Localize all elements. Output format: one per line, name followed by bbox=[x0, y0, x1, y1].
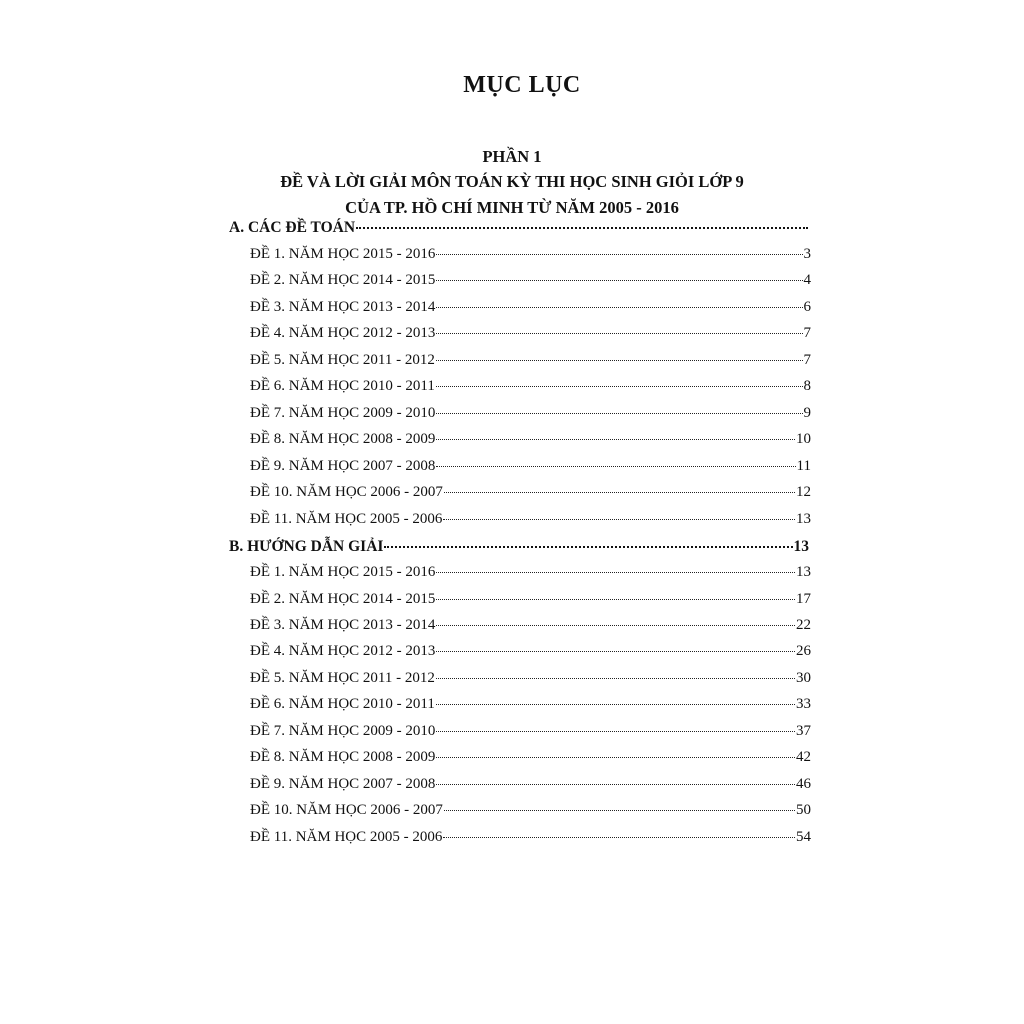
toc-entry-label: ĐỀ 2. NĂM HỌC 2014 - 2015 bbox=[250, 272, 436, 288]
toc-entry-label: ĐỀ 11. NĂM HỌC 2005 - 2006 bbox=[250, 511, 443, 527]
toc-entry-label: ĐỀ 8. NĂM HỌC 2008 - 2009 bbox=[250, 749, 436, 765]
toc-leader bbox=[436, 333, 802, 334]
toc-entry[interactable] bbox=[250, 643, 811, 665]
toc-leader bbox=[436, 254, 802, 255]
toc-page-number: 26 bbox=[796, 643, 811, 659]
toc-leader bbox=[436, 757, 795, 758]
toc-page-number: 33 bbox=[796, 696, 811, 712]
toc-entry[interactable] bbox=[250, 484, 811, 506]
toc-entry-label: ĐỀ 3. NĂM HỌC 2013 - 2014 bbox=[250, 617, 436, 633]
toc-entry-label: ĐỀ 10. NĂM HỌC 2006 - 2007 bbox=[250, 802, 443, 818]
toc-page-number: 30 bbox=[796, 670, 811, 686]
toc-entry[interactable] bbox=[250, 511, 811, 533]
toc-entry[interactable] bbox=[250, 776, 811, 798]
toc-entry-label: ĐỀ 5. NĂM HỌC 2011 - 2012 bbox=[250, 670, 435, 686]
toc-entry[interactable] bbox=[250, 564, 811, 586]
toc-section-a[interactable] bbox=[229, 219, 809, 241]
toc-page-number: 13 bbox=[796, 564, 811, 580]
part-number: PHẦN 1 bbox=[482, 147, 542, 166]
toc-entry-label: ĐỀ 6. NĂM HỌC 2010 - 2011 bbox=[250, 696, 435, 712]
toc-entry[interactable] bbox=[250, 802, 811, 824]
toc-entry-label: ĐỀ 7. NĂM HỌC 2009 - 2010 bbox=[250, 405, 436, 421]
toc-page-number: 37 bbox=[796, 723, 811, 739]
toc-entry[interactable] bbox=[250, 325, 811, 347]
toc-entry-label: ĐỀ 7. NĂM HỌC 2009 - 2010 bbox=[250, 723, 436, 739]
toc-leader bbox=[436, 413, 802, 414]
toc-entry-label: ĐỀ 1. NĂM HỌC 2015 - 2016 bbox=[250, 564, 436, 580]
toc-leader bbox=[436, 704, 795, 705]
toc-leader bbox=[436, 678, 795, 679]
toc-entry-label: ĐỀ 9. NĂM HỌC 2007 - 2008 bbox=[250, 458, 436, 474]
toc-page-number: 13 bbox=[796, 511, 811, 527]
toc-entry-label: ĐỀ 11. NĂM HỌC 2005 - 2006 bbox=[250, 829, 443, 845]
toc-entry[interactable] bbox=[250, 749, 811, 771]
toc-leader bbox=[356, 227, 808, 229]
toc-entry-label: ĐỀ 1. NĂM HỌC 2015 - 2016 bbox=[250, 246, 436, 262]
toc-leader bbox=[436, 731, 795, 732]
toc-entry[interactable] bbox=[250, 378, 811, 400]
toc-leader bbox=[436, 307, 802, 308]
toc-entry-label: ĐỀ 10. NĂM HỌC 2006 - 2007 bbox=[250, 484, 443, 500]
toc-page-number: 46 bbox=[796, 776, 811, 792]
toc-leader bbox=[443, 837, 795, 838]
toc-page-number: 54 bbox=[796, 829, 811, 845]
toc-entry-label: ĐỀ 4. NĂM HỌC 2012 - 2013 bbox=[250, 325, 436, 341]
toc-entry[interactable] bbox=[250, 458, 811, 480]
toc-entry[interactable] bbox=[250, 299, 811, 321]
toc-leader bbox=[443, 519, 795, 520]
toc-leader bbox=[444, 492, 795, 493]
toc-leader bbox=[444, 810, 795, 811]
toc-page-number: 17 bbox=[796, 591, 811, 607]
toc-page-number: 3 bbox=[803, 246, 811, 262]
part-subtitle: CỦA TP. HỒ CHÍ MINH TỪ NĂM 2005 - 2016 bbox=[345, 198, 679, 217]
toc-entry[interactable] bbox=[250, 352, 811, 374]
toc-entry[interactable] bbox=[250, 829, 811, 851]
toc-page-number: 12 bbox=[796, 484, 811, 500]
toc-entry[interactable] bbox=[250, 617, 811, 639]
toc-page-number: 7 bbox=[803, 325, 811, 341]
toc-entry[interactable] bbox=[250, 405, 811, 427]
toc-leader bbox=[436, 599, 795, 600]
toc-entry-label: ĐỀ 8. NĂM HỌC 2008 - 2009 bbox=[250, 431, 436, 447]
toc-leader bbox=[436, 386, 803, 387]
toc-entry-label: ĐỀ 6. NĂM HỌC 2010 - 2011 bbox=[250, 378, 435, 394]
toc-page-number: 7 bbox=[803, 352, 811, 368]
toc-page-number: 10 bbox=[796, 431, 811, 447]
toc-leader bbox=[436, 625, 795, 626]
toc-page-number: 6 bbox=[803, 299, 811, 315]
toc-leader bbox=[384, 546, 792, 548]
toc-entry-label: ĐỀ 2. NĂM HỌC 2014 - 2015 bbox=[250, 591, 436, 607]
toc-page-number: 9 bbox=[803, 405, 811, 421]
toc-page-number: 11 bbox=[796, 458, 811, 474]
toc-page-number: 50 bbox=[796, 802, 811, 818]
toc-leader bbox=[436, 439, 795, 440]
toc-section-b[interactable] bbox=[229, 538, 809, 560]
toc-leader bbox=[436, 360, 803, 361]
toc-section-label: B. HƯỚNG DẪN GIẢI bbox=[229, 538, 384, 555]
toc-page-number: 13 bbox=[793, 538, 809, 555]
toc-entry[interactable] bbox=[250, 670, 811, 692]
toc-page-number: 4 bbox=[803, 272, 811, 288]
toc-entry[interactable] bbox=[250, 272, 811, 294]
toc-entry[interactable] bbox=[250, 591, 811, 613]
toc-entry[interactable] bbox=[250, 431, 811, 453]
toc-entry-label: ĐỀ 4. NĂM HỌC 2012 - 2013 bbox=[250, 643, 436, 659]
toc-entry[interactable] bbox=[250, 696, 811, 718]
toc-page-number: 42 bbox=[796, 749, 811, 765]
toc-leader bbox=[436, 280, 802, 281]
toc-entry[interactable] bbox=[250, 723, 811, 745]
toc-page-number: 8 bbox=[803, 378, 811, 394]
toc-entry-label: ĐỀ 5. NĂM HỌC 2011 - 2012 bbox=[250, 352, 435, 368]
toc-leader bbox=[436, 466, 795, 467]
toc-entry[interactable] bbox=[250, 246, 811, 268]
toc-leader bbox=[436, 784, 795, 785]
page-title: MỤC LỤC bbox=[463, 72, 581, 98]
toc-page-number: 22 bbox=[796, 617, 811, 633]
toc-entry-label: ĐỀ 3. NĂM HỌC 2013 - 2014 bbox=[250, 299, 436, 315]
toc-leader bbox=[436, 572, 795, 573]
toc-entry-label: ĐỀ 9. NĂM HỌC 2007 - 2008 bbox=[250, 776, 436, 792]
toc-section-label: A. CÁC ĐỀ TOÁN bbox=[229, 219, 356, 236]
part-title: ĐỀ VÀ LỜI GIẢI MÔN TOÁN KỲ THI HỌC SINH GIỎI LỚP 9 bbox=[280, 172, 744, 191]
toc-leader bbox=[436, 651, 795, 652]
